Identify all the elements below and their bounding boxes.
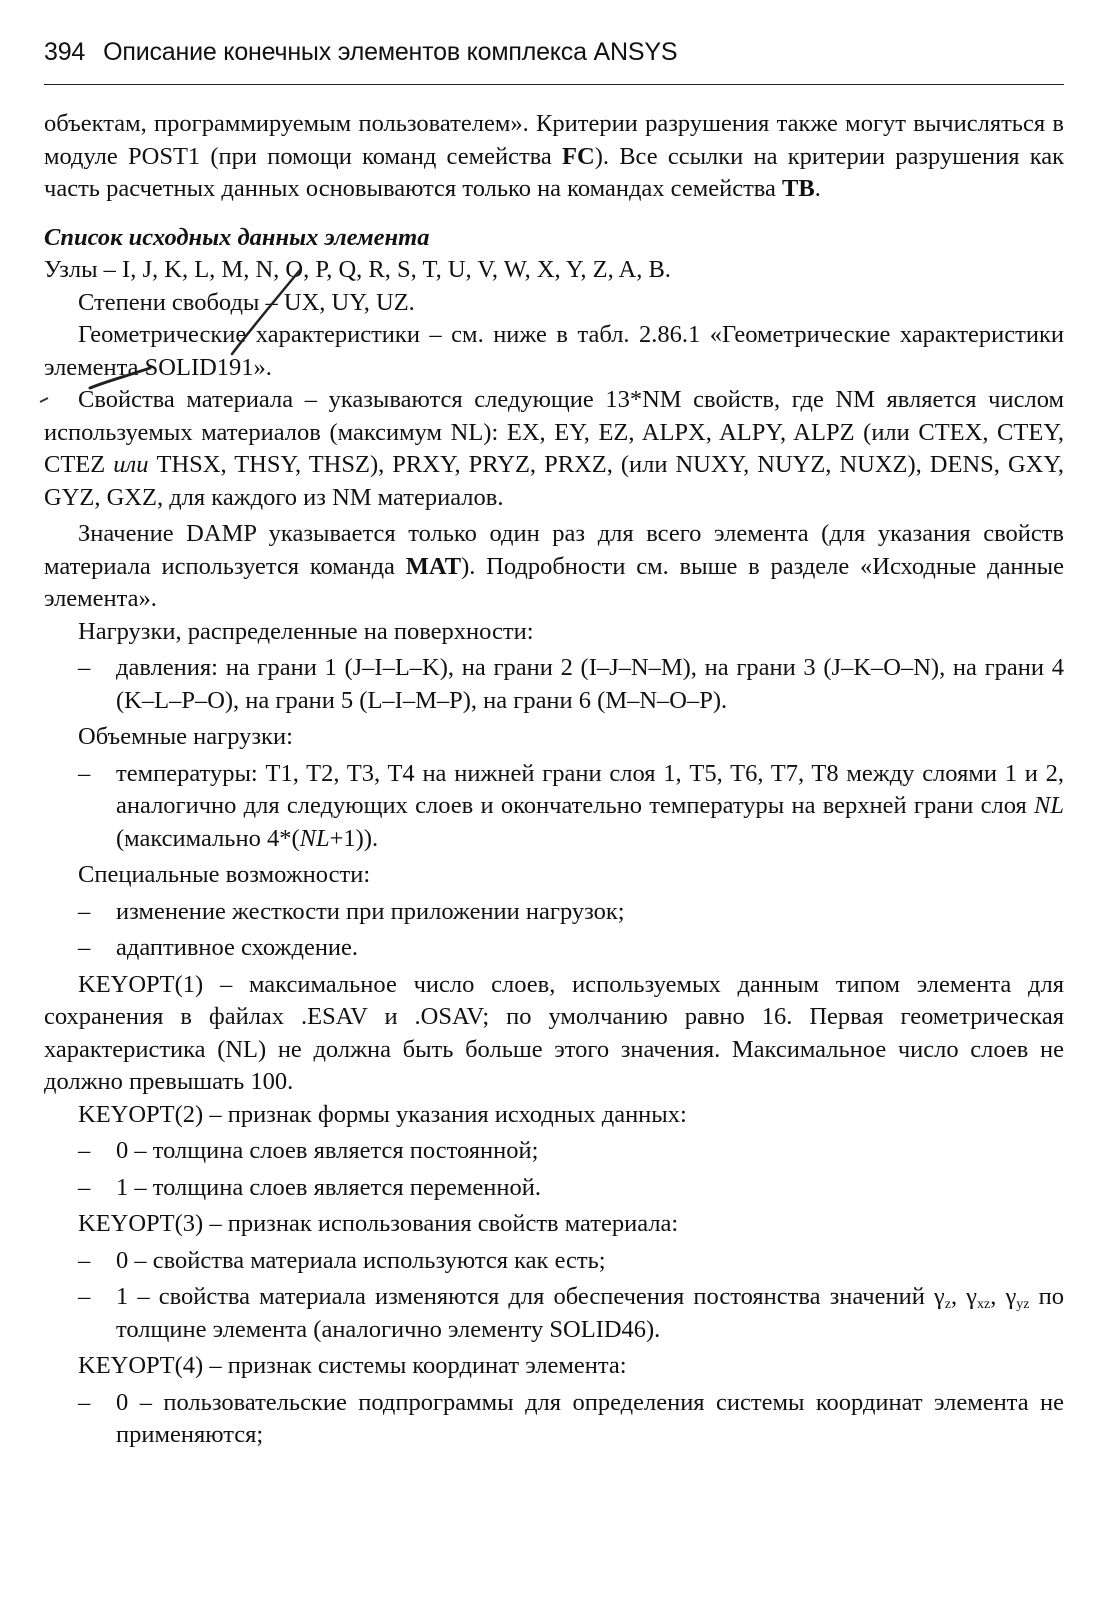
list-item — [44, 758, 1064, 856]
nl-italic: NL — [299, 824, 330, 852]
list-item — [44, 932, 1064, 965]
running-title: Описание конечных элементов комплекса ANSYS — [103, 38, 678, 66]
material-text-b: THSX, THSY, THSZ), PRXY, PRYZ, PRXZ, (или NUXY, NUYZ, NUXZ), DENS, GXY, GYZ, GXZ, для каждого из NM материалов. — [44, 451, 1064, 511]
list-item — [44, 1281, 1064, 1346]
keyopt3-item-text-a: 1 – свойства материала изменяются для обеспечения постоянства значений γ — [116, 1283, 945, 1310]
damp-text-b: ). Подробности см. выше в разделе «Исходные данные элемента». — [44, 552, 1064, 612]
geometry-paragraph: Геометрические характеристики – см. ниже в табл. 2.86.1 «Геометрические характеристики элемента SOLID191». — [44, 321, 1064, 381]
intro-paragraph — [44, 108, 1064, 206]
keyopt3-item-text-b: по толщине элемента (аналогично элементу SOLID46). — [116, 1283, 1064, 1343]
list-dash: – — [78, 759, 91, 787]
damp-text-a: Значение DAMP указывается только один раз для всего элемента (для указания свойств материала используется команда — [44, 520, 1064, 580]
list-item — [44, 1245, 1064, 1278]
list-dash: – — [78, 934, 91, 961]
list-item — [44, 1387, 1064, 1452]
subscript-xz: xz — [977, 1297, 991, 1312]
subscript-z: z — [944, 1297, 951, 1312]
section-title: Список исходных данных элемента — [44, 223, 430, 251]
intro-text-b: ). Все ссылки на критерии разрушения как часть расчетных данных основываются только на командах семейства — [44, 142, 1065, 202]
list-item — [44, 896, 1064, 929]
tb-command: TB — [782, 175, 815, 202]
keyopt2-item: 1 – толщина слоев является переменной. — [116, 1173, 541, 1201]
body-loads-title: Объемные нагрузки: — [78, 723, 293, 750]
nodes-line: Узлы – I, J, K, L, M, N, O, P, Q, R, S, T, U, V, W, X, Y, Z, A, B. — [44, 256, 671, 283]
list-dash: – — [78, 1137, 91, 1164]
material-or: или — [113, 451, 149, 478]
temperature-text-a: температуры: T1, T2, T3, T4 на нижней грани слоя 1, T5, T6, T7, T8 между слоями 1 и 2, аналогично для следующих слоев и окончательно температуры на верхней грани слоя — [116, 759, 1064, 819]
header-rule — [44, 84, 1064, 85]
list-item — [44, 652, 1064, 717]
list-dash: – — [78, 1283, 91, 1310]
running-header — [44, 38, 1064, 67]
subscript-yz: yz — [1016, 1297, 1030, 1312]
list-item — [44, 1172, 1064, 1205]
list-dash: – — [78, 1173, 91, 1201]
page-body — [44, 108, 1064, 1456]
surface-loads-title: Нагрузки, распределенные на поверхности: — [78, 617, 534, 645]
pressure-item: давления: на грани 1 (J–I–L–K), на грани 2 (I–J–N–M), на грани 3 (J–K–O–N), на грани 4 (K–L–P–O), на грани 5 (L–I–M–P), на грани 6 (M–N–O–P). — [116, 654, 1064, 714]
list-item — [44, 1135, 1064, 1168]
page-number: 394 — [44, 38, 86, 66]
keyopt4-item: 0 – пользовательские подпрограммы для определения системы координат элемента не применяются; — [116, 1388, 1064, 1448]
material-text-a: Свойства материала – указываются следующие 13*NM свойств, где NM является числом используемых материалов (максимум NL): EX, EY, EZ, ALPX, ALPY, ALPZ (или CTEX, CTEY, CTEZ — [44, 386, 1064, 478]
keyopt2-item: 0 – толщина слоев является постоянной; — [116, 1137, 539, 1164]
material-paragraph — [44, 384, 1064, 514]
nl-italic: NL — [1034, 792, 1064, 819]
special-title: Специальные возможности: — [78, 861, 371, 888]
temperature-text-b: (максимально 4*( — [116, 824, 300, 852]
list-dash: – — [78, 654, 91, 681]
special-item: адаптивное схождение. — [116, 934, 359, 961]
list-dash: – — [78, 897, 91, 925]
dof-line: Степени свободы – UX, UY, UZ. — [78, 288, 415, 316]
keyopt4-title: KEYOPT(4) – признак системы координат элемента: — [78, 1352, 627, 1379]
keyopt3-title: KEYOPT(3) – признак использования свойств материала: — [78, 1210, 679, 1237]
list-dash: – — [78, 1246, 91, 1274]
keyopt1-paragraph: KEYOPT(1) – максимальное число слоев, используемых данным типом элемента для сохранения в файлах .ESAV и .OSAV; по умолчанию равно 16. Первая геометрическая характеристика (NL) не должна быть больше этого значения. Максимальное число слоев не должно превышать 100. — [44, 970, 1064, 1095]
damp-paragraph — [44, 518, 1064, 616]
intro-text-a: объектам, программируемым пользователем». Критерии разрушения также могут вычисляться в модуле POST1 (при помощи команд семейства — [44, 110, 1064, 170]
gamma-sep: , γ — [950, 1283, 978, 1310]
intro-text-c: . — [814, 175, 821, 202]
gamma-sep: , γ — [990, 1283, 1017, 1310]
temperature-text-c: +1)). — [329, 824, 379, 852]
special-item: изменение жесткости при приложении нагрузок; — [116, 897, 625, 925]
mat-command: MAT — [405, 552, 462, 580]
keyopt2-title: KEYOPT(2) – признак формы указания исходных данных: — [78, 1100, 687, 1128]
fc-command: FC — [562, 142, 595, 170]
keyopt3-item: 0 – свойства материала используются как есть; — [116, 1246, 606, 1274]
list-dash: – — [78, 1388, 91, 1416]
